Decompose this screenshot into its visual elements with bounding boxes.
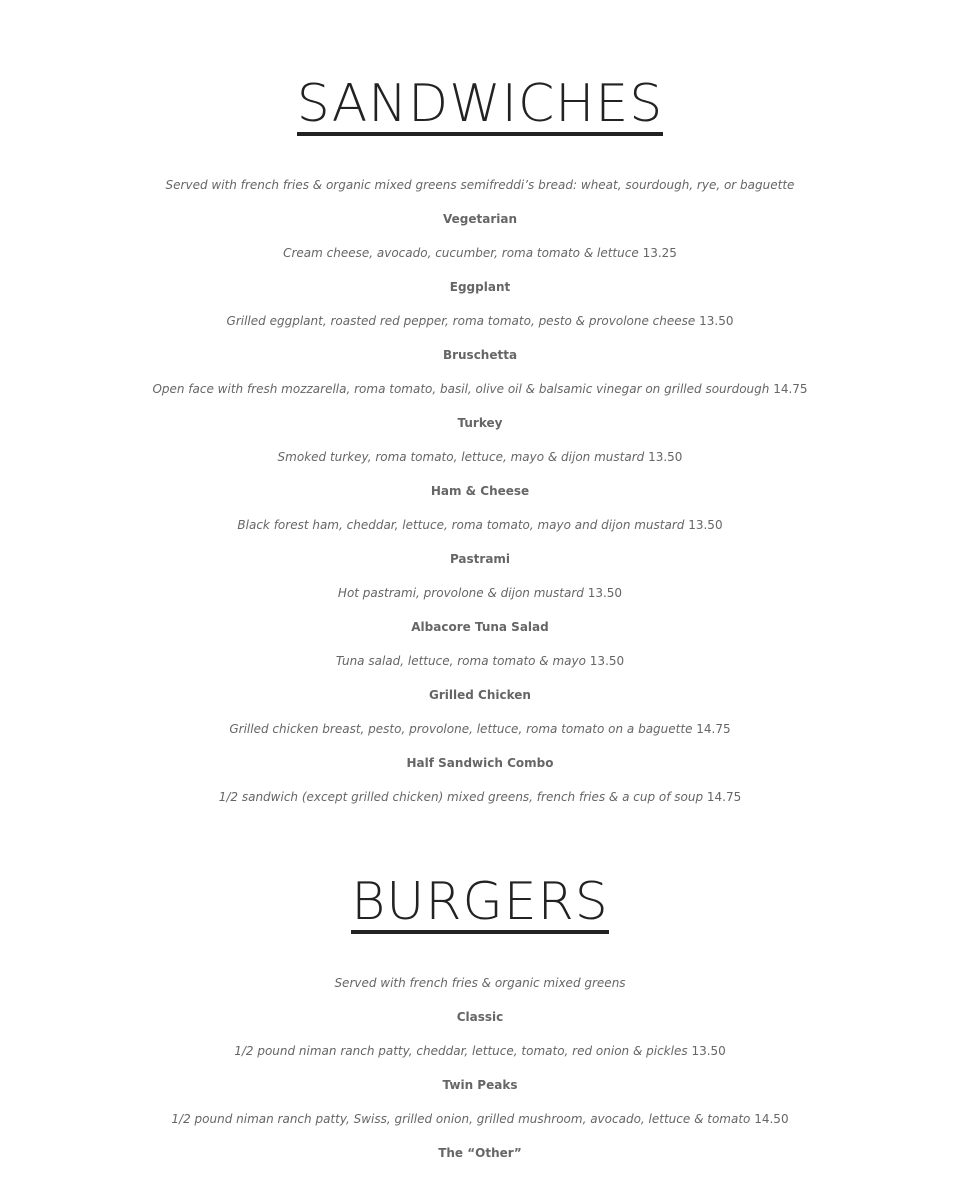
menu-item-name: Bruschetta [442, 348, 518, 362]
menu-item-name: Albacore Tuna Salad [411, 620, 549, 634]
menu-item-description [0, 654, 960, 688]
sandwiches-heading: SANDWICHES [296, 74, 664, 134]
item-price: 13.50 [691, 1044, 726, 1058]
item-price: 13.50 [688, 518, 723, 532]
menu-item-description [0, 1112, 960, 1146]
item-desc-text: Hot pastrami, provolone & dijon mustard [337, 586, 584, 600]
menu-item-name: Half Sandwich Combo [406, 756, 554, 770]
menu-item-description [0, 722, 960, 756]
item-desc-text: Grilled chicken breast, pesto, provolone, lettuce, roma tomato on a baguette [229, 722, 693, 736]
menu-item-name: Ham & Cheese [430, 484, 530, 498]
menu-item-description [0, 790, 960, 824]
sandwiches-intro: Served with french fries & organic mixed greens semifreddi’s bread: wheat, sourdough, rye, or baguette [165, 178, 795, 192]
menu-item-name: Twin Peaks [442, 1078, 518, 1092]
menu-item-name: Grilled Chicken [429, 688, 531, 702]
menu-item-name: The “Other” [438, 1146, 522, 1160]
item-price: 13.50 [699, 314, 734, 328]
item-desc-text: 1/2 sandwich (except grilled chicken) mixed greens, french fries & a cup of soup [218, 790, 704, 804]
menu-item-name: Classic [456, 1010, 504, 1024]
item-price: 13.25 [642, 246, 677, 260]
item-price: 13.50 [587, 586, 623, 600]
item-desc-text: 1/2 pound niman ranch patty, Swiss, grilled onion, grilled mushroom, avocado, lettuce & tomato [171, 1112, 751, 1126]
item-desc-text: Black forest ham, cheddar, lettuce, roma tomato, mayo and dijon mustard [237, 518, 685, 532]
item-price: 14.75 [696, 722, 731, 736]
menu-item-description [0, 382, 960, 416]
menu-item-description [0, 246, 960, 280]
item-price: 13.50 [589, 654, 625, 668]
menu-item-description [0, 586, 960, 620]
item-desc-text: Grilled eggplant, roasted red pepper, roma tomato, pesto & provolone cheese [226, 314, 696, 328]
item-desc-text: 1/2 pound niman ranch patty, cheddar, lettuce, tomato, red onion & pickles [234, 1044, 688, 1058]
burgers-section [0, 874, 960, 1180]
menu-item-description [0, 450, 960, 484]
menu-item-name: Pastrami [449, 552, 511, 566]
menu-item-description [0, 314, 960, 348]
item-desc-text: Cream cheese, avocado, cucumber, roma tomato & lettuce [283, 246, 639, 260]
item-price: 14.50 [754, 1112, 789, 1126]
burgers-heading: BURGERS [351, 872, 609, 932]
item-price: 13.50 [648, 450, 683, 464]
item-desc-text: Smoked turkey, roma tomato, lettuce, mayo & dijon mustard [277, 450, 645, 464]
menu-item-name: Eggplant [449, 280, 511, 294]
item-price: 14.75 [773, 382, 808, 396]
sandwiches-section [0, 76, 960, 824]
menu-item-name: Vegetarian [442, 212, 517, 226]
menu-item-description [0, 1044, 960, 1078]
menu-item-name: Turkey [457, 416, 503, 430]
item-desc-text: Tuna salad, lettuce, roma tomato & mayo [335, 654, 586, 668]
item-desc-text: Open face with fresh mozzarella, roma tomato, basil, olive oil & balsamic vinegar on grilled sourdough [152, 382, 770, 396]
item-price: 14.75 [706, 790, 742, 804]
burgers-intro: Served with french fries & organic mixed greens [334, 976, 626, 990]
menu-item-description [0, 518, 960, 552]
